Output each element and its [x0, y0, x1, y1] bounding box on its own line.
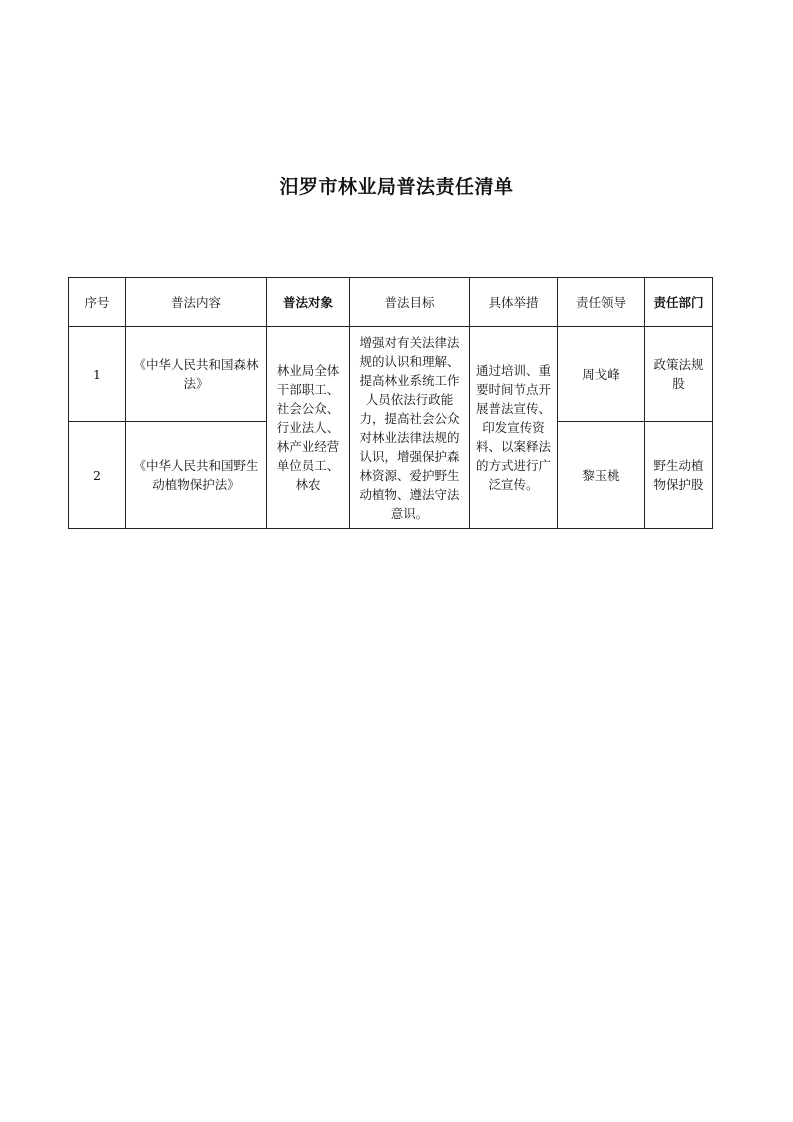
row-department: 野生动植物保护股: [645, 422, 713, 529]
row-index: 2: [69, 422, 126, 529]
header-goal: 普法目标: [350, 278, 470, 327]
row-content: 《中华人民共和国森林法》: [126, 327, 267, 422]
row-department: 政策法规股: [645, 327, 713, 422]
header-index: 序号: [69, 278, 126, 327]
header-content: 普法内容: [126, 278, 267, 327]
shared-goal-cell: 增强对有关法律法规的认识和理解、提高林业系统工作人员依法行政能力，提高社会公众对林业法律法规的认识，增强保护森林资源、爱护野生动植物、遵法守法意识。: [350, 327, 470, 529]
row-index: 1: [69, 327, 126, 422]
document-title: 汨罗市林业局普法责任清单: [279, 176, 514, 198]
row-leader: 黎玉桃: [558, 422, 645, 529]
row-content: 《中华人民共和国野生动植物保护法》: [126, 422, 267, 529]
header-measures: 具体举措: [470, 278, 558, 327]
shared-target-cell: 林业局全体干部职工、社会公众、行业法人、林产业经营单位员工、林农: [267, 327, 350, 529]
shared-measures-cell: 通过培训、重要时间节点开展普法宣传、印发宣传资料、以案释法的方式进行广泛宣传。: [470, 327, 558, 529]
table-header-row: [69, 278, 713, 327]
header-target: 普法对象: [267, 278, 350, 327]
table-row: [69, 327, 713, 422]
responsibility-table: [68, 277, 713, 529]
row-leader: 周戈峰: [558, 327, 645, 422]
header-department: 责任部门: [645, 278, 713, 327]
header-leader: 责任领导: [558, 278, 645, 327]
